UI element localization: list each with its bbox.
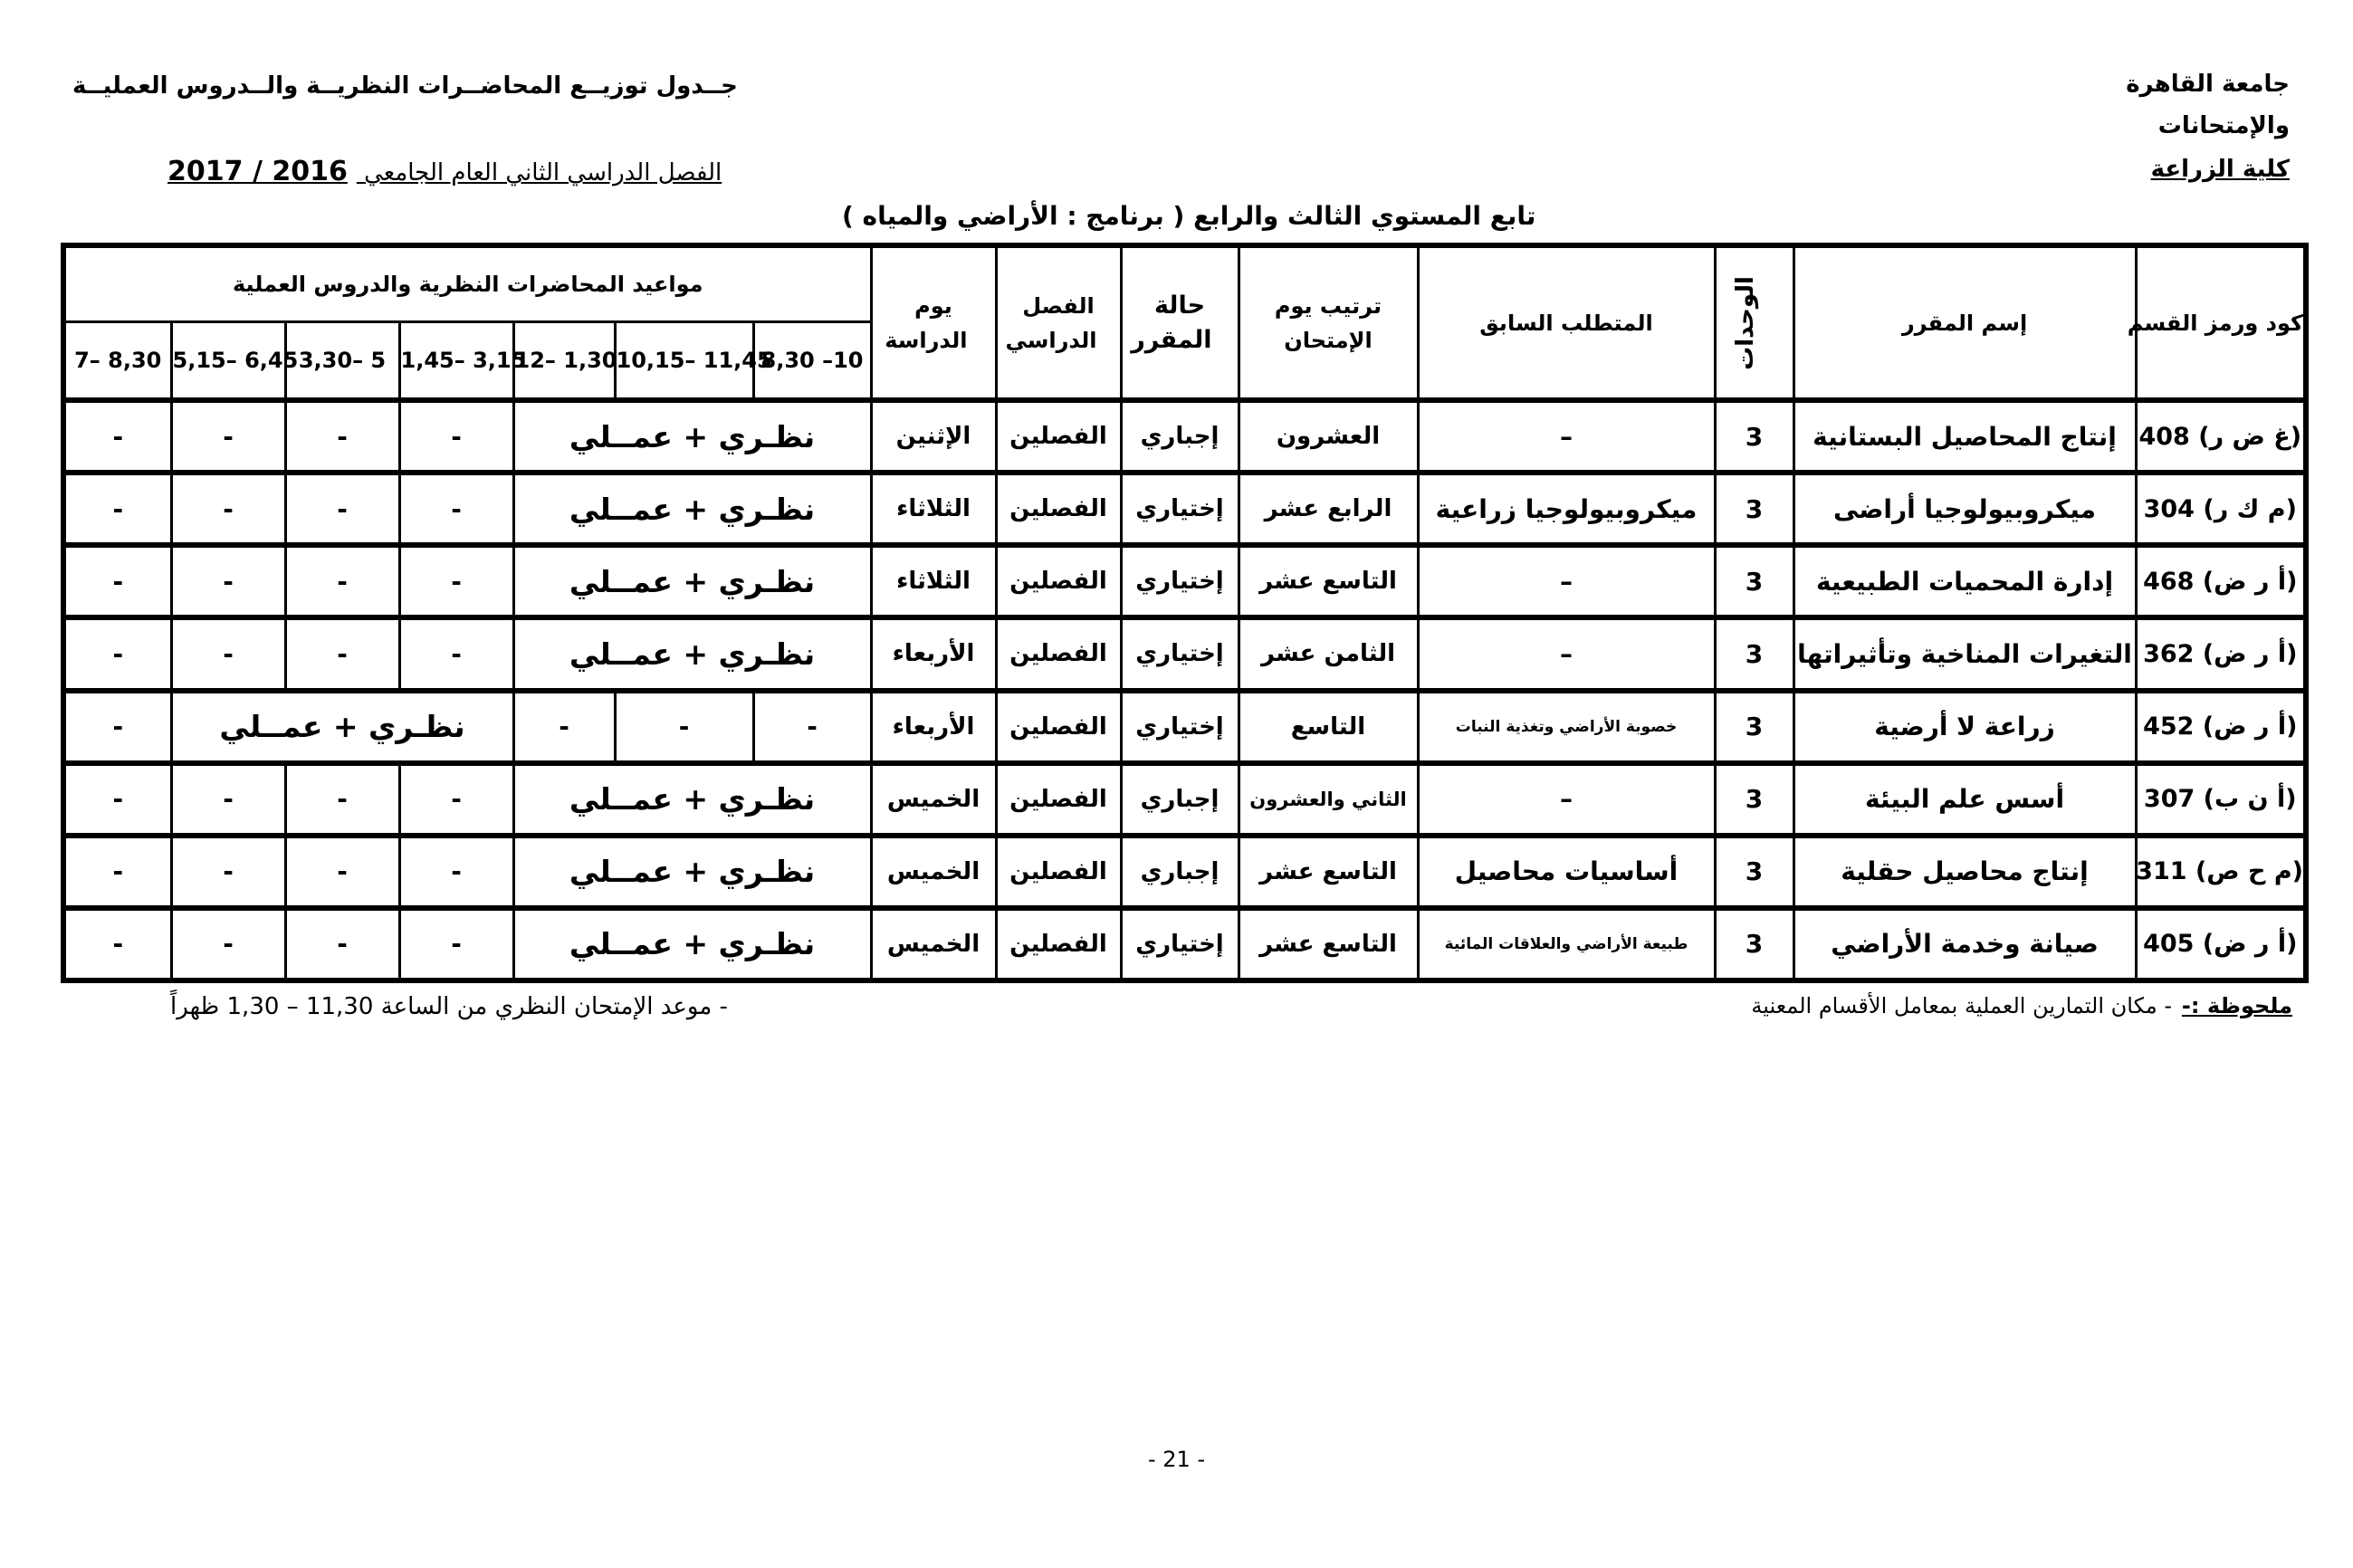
note-exam-time: - موعد الإمتحان النظري من الساعة 11,30 – 1,30 ظهراً (170, 993, 728, 1020)
course-units: 3 (1715, 908, 1793, 980)
session-type: نظـري + عمــلي (513, 545, 871, 617)
slot-header: 5,15– 6,45 (171, 321, 285, 400)
study-day: الخميس (871, 763, 996, 836)
course-status: إختياري (1121, 617, 1239, 690)
table-row (63, 691, 2306, 763)
session-type: نظـري + عمــلي (513, 836, 871, 908)
table-row (63, 908, 2306, 980)
course-status: إختياري (1121, 691, 1239, 763)
course-prereq: خصوبة الأراضي وتغذية النبات (1418, 691, 1715, 763)
course-status: إجباري (1121, 400, 1239, 473)
course-code: (غ ض ر) 408 (2136, 400, 2306, 473)
empty-slot: - (285, 473, 399, 545)
empty-slot: - (171, 617, 285, 690)
exam-order: التاسع عشر (1239, 908, 1418, 980)
empty-slot: - (753, 691, 871, 763)
empty-slot: - (171, 908, 285, 980)
header-course: إسم المقرر (1793, 245, 2136, 400)
empty-slot: - (285, 908, 399, 980)
course-semester: الفصلين (996, 473, 1121, 545)
empty-slot: - (285, 545, 399, 617)
course-prereq: – (1418, 763, 1715, 836)
course-semester: الفصلين (996, 545, 1121, 617)
semester-line (167, 156, 722, 187)
slot-header: 7– 8,30 (63, 321, 171, 400)
header-code: كود ورمز القسم (2136, 245, 2306, 400)
empty-slot: - (285, 836, 399, 908)
session-type: نظـري + عمــلي (513, 617, 871, 690)
empty-slot: - (285, 400, 399, 473)
empty-slot: - (171, 473, 285, 545)
table-row (63, 473, 2306, 545)
empty-slot: - (63, 400, 171, 473)
course-name: ميكروبيولوجيا أراضى (1793, 473, 2136, 545)
faculty-name: كلية الزراعة (2150, 156, 2290, 183)
exams-label: والإمتحانات (2157, 112, 2290, 139)
empty-slot: - (63, 545, 171, 617)
empty-slot: - (171, 836, 285, 908)
course-code: (م ح ص) 311 (2136, 836, 2306, 908)
session-type: نظـري + عمــلي (513, 908, 871, 980)
session-type: نظـري + عمــلي (513, 473, 871, 545)
course-semester: الفصلين (996, 691, 1121, 763)
empty-slot: - (399, 763, 513, 836)
empty-slot: - (171, 545, 285, 617)
exam-order: الرابع عشر (1239, 473, 1418, 545)
course-name: إدارة المحميات الطبيعية (1793, 545, 2136, 617)
course-semester: الفصلين (996, 400, 1121, 473)
course-semester: الفصلين (996, 617, 1121, 690)
session-type: نظـري + عمــلي (513, 400, 871, 473)
course-status: إختياري (1121, 473, 1239, 545)
course-prereq: طبيعة الأراضي والعلاقات المائية (1418, 908, 1715, 980)
schedule-table (61, 243, 2309, 983)
table-row (63, 617, 2306, 690)
empty-slot: - (63, 908, 171, 980)
course-units: 3 (1715, 691, 1793, 763)
empty-slot: - (63, 763, 171, 836)
university-name: جامعة القاهرة (2126, 71, 2290, 98)
course-name: أسس علم البيئة (1793, 763, 2136, 836)
exam-order: الثاني والعشرون (1239, 763, 1418, 836)
study-day: الخميس (871, 836, 996, 908)
course-code: (أ ر ض) 405 (2136, 908, 2306, 980)
course-units: 3 (1715, 473, 1793, 545)
course-units: 3 (1715, 836, 1793, 908)
course-status: إجباري (1121, 836, 1239, 908)
notes-label: ملحوظة :- (2181, 993, 2292, 1018)
exam-order: التاسع عشر (1239, 836, 1418, 908)
empty-slot: - (615, 691, 753, 763)
study-day: الأربعاء (871, 691, 996, 763)
academic-year: 2017 / 2016 (167, 156, 348, 187)
course-prereq: ميكروبيولوجيا زراعية (1418, 473, 1715, 545)
slot-header: 1,45– 3,15 (399, 321, 513, 400)
empty-slot: - (63, 473, 171, 545)
exam-order: التاسع عشر (1239, 545, 1418, 617)
note-practical: - مكان التمارين العملية بمعامل الأقسام المعنية (1751, 993, 2172, 1018)
header-prereq: المتطلب السابق (1418, 245, 1715, 400)
table-row (63, 545, 2306, 617)
study-day: الثلاثاء (871, 545, 996, 617)
empty-slot: - (171, 400, 285, 473)
empty-slot: - (171, 763, 285, 836)
course-name: إنتاج المحاصيل البستانية (1793, 400, 2136, 473)
study-day: الإثنين (871, 400, 996, 473)
course-status: إجباري (1121, 763, 1239, 836)
course-prereq: – (1418, 400, 1715, 473)
course-code: (أ ن ب) 307 (2136, 763, 2306, 836)
semester-prefix: الفصل الدراسي الثاني العام الجامعي (364, 159, 722, 186)
study-day: الأربعاء (871, 617, 996, 690)
course-prereq: أساسيات محاصيل (1418, 836, 1715, 908)
program-title: تابع المستوي الثالث والرابع ( برنامج : الأراضي والمياه ) (842, 201, 1536, 231)
document-title: جــدول توزيــع المحاضــرات النظريــة والــدروس العمليــة (72, 72, 738, 100)
course-status: إختياري (1121, 908, 1239, 980)
exam-order: العشرون (1239, 400, 1418, 473)
course-status: إختياري (1121, 545, 1239, 617)
course-semester: الفصلين (996, 763, 1121, 836)
course-code: (م ك ر) 304 (2136, 473, 2306, 545)
exam-order: التاسع (1239, 691, 1418, 763)
session-type: نظـري + عمــلي (171, 691, 513, 763)
course-code: (أ ر ض) 452 (2136, 691, 2306, 763)
course-name: زراعة لا أرضية (1793, 691, 2136, 763)
table-row (63, 763, 2306, 836)
page-number: - 21 - (1148, 1447, 1206, 1472)
header-semester: الفصل الدراسي (996, 245, 1121, 400)
course-code: (أ ر ض) 468 (2136, 545, 2306, 617)
course-units: 3 (1715, 400, 1793, 473)
course-name: إنتاج محاصيل حقلية (1793, 836, 2136, 908)
header-status: حالة المقرر (1121, 245, 1239, 400)
course-prereq: – (1418, 617, 1715, 690)
course-name: صيانة وخدمة الأراضي (1793, 908, 2136, 980)
exam-order: الثامن عشر (1239, 617, 1418, 690)
table-row (63, 400, 2306, 473)
table-row (63, 836, 2306, 908)
slot-header: 3,30– 5 (285, 321, 399, 400)
course-units: 3 (1715, 763, 1793, 836)
slot-header: 8,30 –10 (753, 321, 871, 400)
course-code: (أ ر ض) 362 (2136, 617, 2306, 690)
slot-header: 12– 1,30 (513, 321, 615, 400)
course-prereq: – (1418, 545, 1715, 617)
study-day: الخميس (871, 908, 996, 980)
header-units-label: الوحدات (1731, 275, 1759, 370)
session-type: نظـري + عمــلي (513, 763, 871, 836)
slot-header: 10,15– 11,45 (615, 321, 753, 400)
header-row-1 (63, 245, 2306, 321)
course-semester: الفصلين (996, 908, 1121, 980)
header-day: يوم الدراسة (871, 245, 996, 400)
empty-slot: - (399, 617, 513, 690)
header-units (1715, 245, 1793, 400)
empty-slot: - (285, 617, 399, 690)
header-exam-order: ترتيب يوم الإمتحان (1239, 245, 1418, 400)
empty-slot: - (399, 836, 513, 908)
empty-slot: - (63, 836, 171, 908)
course-name: التغيرات المناخية وتأثيراتها (1793, 617, 2136, 690)
empty-slot: - (63, 691, 171, 763)
empty-slot: - (285, 763, 399, 836)
empty-slot: - (63, 617, 171, 690)
empty-slot: - (399, 400, 513, 473)
header-schedule: مواعيد المحاضرات النظرية والدروس العملية (63, 245, 871, 321)
course-units: 3 (1715, 545, 1793, 617)
empty-slot: - (399, 473, 513, 545)
empty-slot: - (399, 545, 513, 617)
course-units: 3 (1715, 617, 1793, 690)
study-day: الثلاثاء (871, 473, 996, 545)
course-semester: الفصلين (996, 836, 1121, 908)
empty-slot: - (513, 691, 615, 763)
empty-slot: - (399, 908, 513, 980)
